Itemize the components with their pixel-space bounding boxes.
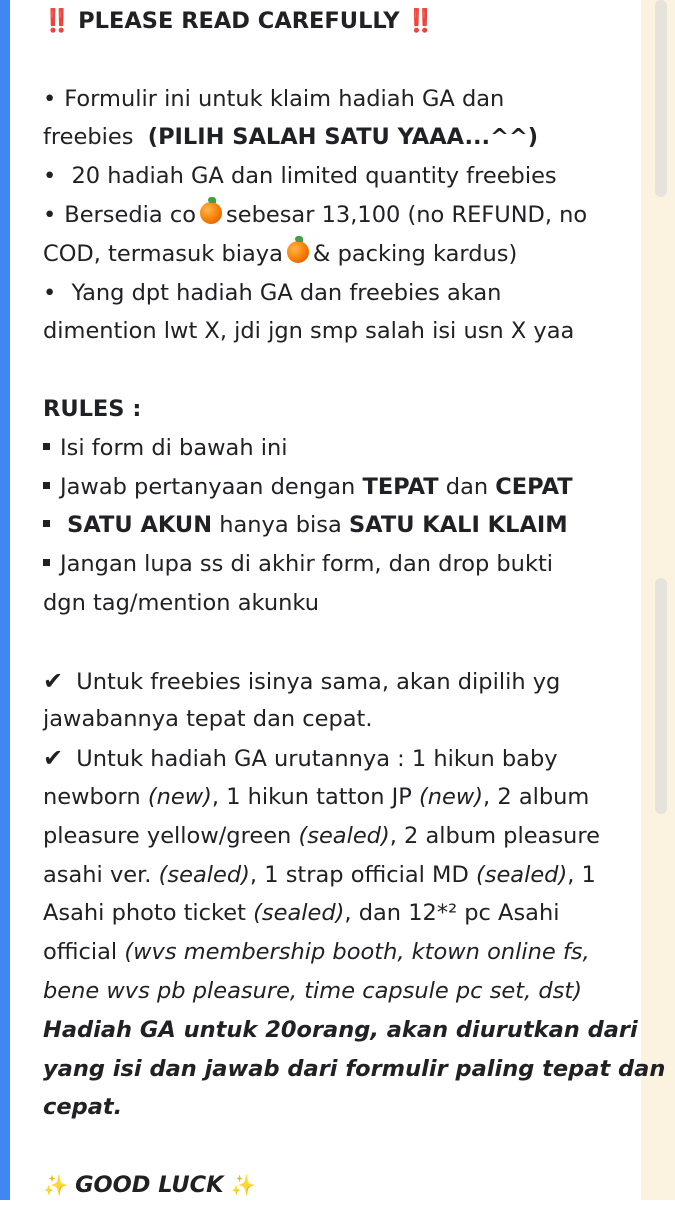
- note-emphasis: yang isi dan jawab dari formulir paling tepat dan: [43, 1055, 666, 1082]
- square-bullet-icon: [43, 482, 50, 489]
- intro-item: • Formulir ini untuk klaim hadiah GA dan: [43, 85, 505, 112]
- square-bullet-icon: [43, 559, 50, 566]
- check-mark-icon: ✔: [43, 744, 64, 773]
- note-item-cont: asahi ver. (sealed), 1 strap official MD (sealed), 1: [43, 861, 596, 888]
- intro-item: • 20 hadiah GA dan limited quantity freebies: [43, 163, 557, 190]
- orange-fruit-icon: [200, 202, 222, 224]
- footer-good-luck: [43, 1166, 628, 1205]
- note-item: ✔ Untuk hadiah GA urutannya : 1 hikun baby: [43, 744, 558, 773]
- good-luck-text: GOOD LUCK: [75, 1171, 224, 1198]
- rule-item: Jawab pertanyaan dengan TEPAT dan CEPAT: [43, 468, 628, 507]
- note-item: ✔ Untuk freebies isinya sama, akan dipilih yg: [43, 666, 561, 695]
- note-item-cont: official (wvs membership booth, ktown online fs,: [43, 939, 590, 966]
- rules-heading: RULES :: [43, 395, 142, 422]
- intro-item-cont: dimention lwt X, jdi jgn smp salah isi usn X yaa: [43, 318, 575, 345]
- intro-item-cont: freebies (PILIH SALAH SATU YAAA...^^): [43, 124, 539, 151]
- scrollbar-track[interactable]: [655, 0, 667, 1200]
- scrollbar-thumb-main[interactable]: [655, 578, 667, 814]
- note-item-cont: Asahi photo ticket (sealed), dan 12*² pc Asahi: [43, 900, 560, 927]
- intro-item: • Bersedia co sebesar 13,100 (no REFUND, no: [43, 201, 588, 228]
- rule-item: Jangan lupa ss di akhir form, dan drop bukti: [43, 545, 628, 584]
- sparkles-icon: ✨: [230, 1172, 256, 1197]
- double-exclamation-icon: ‼️: [43, 8, 72, 34]
- page-title: [43, 2, 628, 41]
- note-emphasis: Hadiah GA untuk 20orang, akan diurutkan dari: [43, 1016, 638, 1043]
- rule-item-cont: dgn tag/mention akunku: [43, 589, 319, 616]
- note-item-cont: jawabannya tepat dan cepat.: [43, 706, 373, 733]
- note-item-cont: bene wvs pb pleasure, time capsule pc set, dst): [43, 977, 582, 1004]
- note-item-cont: newborn (new), 1 hikun tatton JP (new), 2 album: [43, 783, 590, 810]
- sparkles-icon: ✨: [43, 1172, 68, 1197]
- orange-fruit-icon: [287, 241, 309, 263]
- page-title-text: PLEASE READ CAREFULLY: [78, 8, 400, 34]
- note-item-cont: pleasure yellow/green (sealed), 2 album pleasure: [43, 822, 600, 849]
- rule-item: SATU AKUN hanya bisa SATU KALI KLAIM: [43, 506, 628, 545]
- form-description: [43, 0, 666, 1205]
- intro-item-cont: COD, termasuk biaya & packing kardus): [43, 240, 518, 267]
- scrollbar-thumb-top[interactable]: [655, 0, 667, 197]
- square-bullet-icon: [43, 443, 50, 450]
- note-emphasis: cepat.: [43, 1094, 123, 1121]
- square-bullet-icon: [43, 520, 50, 527]
- check-mark-icon: ✔: [43, 666, 64, 695]
- intro-item: • Yang dpt hadiah GA dan freebies akan: [43, 279, 502, 306]
- form-accent-bar: [0, 0, 10, 1200]
- double-exclamation-icon: ‼️: [406, 8, 435, 34]
- rule-item: Isi form di bawah ini: [43, 429, 628, 468]
